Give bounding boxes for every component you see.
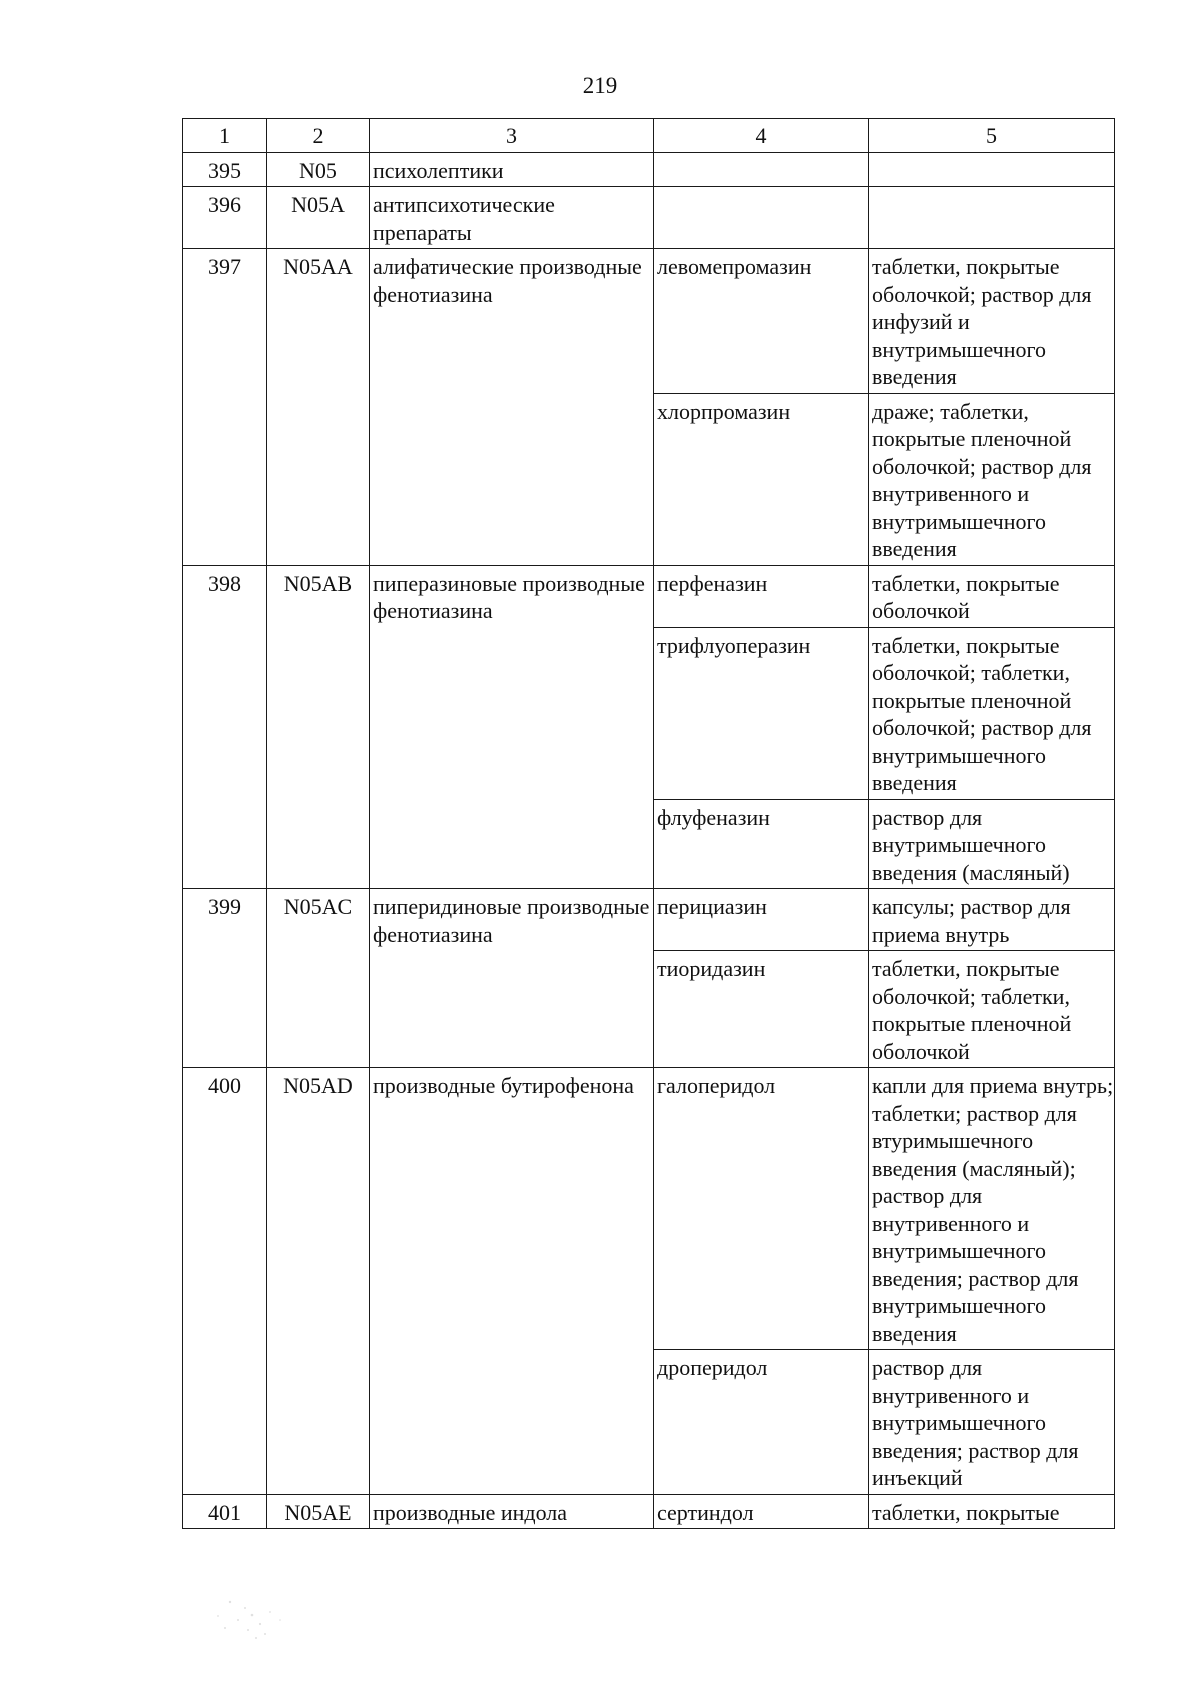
atc-code: N05AB: [267, 565, 370, 889]
page-number: 219: [582, 73, 618, 98]
row-number: 398: [183, 565, 267, 889]
row-number: 401: [183, 1494, 267, 1529]
atc-code: N05A: [267, 187, 370, 249]
header-cell: 3: [370, 119, 654, 153]
dosage-forms: раствор для внутривенного и внутримышечного введения; раствор для инъекций: [869, 1350, 1115, 1495]
dosage-forms: [869, 152, 1115, 187]
dosage-forms: таблетки, покрытые оболочкой; раствор для инфузий и внутримышечного введения: [869, 249, 1115, 394]
dosage-forms: таблетки, покрытые оболочкой: [869, 565, 1115, 627]
atc-group-name: производные индола: [370, 1494, 654, 1529]
header-cell: 1: [183, 119, 267, 153]
drug-name: трифлуоперазин: [654, 627, 869, 799]
drug-name: сертиндол: [654, 1494, 869, 1529]
atc-group-name: психолептики: [370, 152, 654, 187]
drug-name: дроперидол: [654, 1350, 869, 1495]
drug-name: перфеназин: [654, 565, 869, 627]
header-cell: 4: [654, 119, 869, 153]
atc-group-name: производные бутирофенона: [370, 1068, 654, 1495]
atc-group-name: пиперазиновые производные фенотиазина: [370, 565, 654, 889]
dosage-forms: капсулы; раствор для приема внутрь: [869, 889, 1115, 951]
drug-name: левомепромазин: [654, 249, 869, 394]
atc-code: N05: [267, 152, 370, 187]
scan-smudge: [190, 1590, 320, 1650]
table-row: [183, 1068, 1115, 1350]
drug-name: галоперидол: [654, 1068, 869, 1350]
atc-group-name: пиперидиновые производные фенотиазина: [370, 889, 654, 1068]
drug-table: [182, 118, 1115, 1529]
table-body: [183, 119, 1115, 1529]
drug-name: флуфеназин: [654, 799, 869, 889]
table-row: [183, 249, 1115, 394]
header-row: [183, 119, 1115, 153]
drug-name: тиоридазин: [654, 951, 869, 1068]
row-number: 400: [183, 1068, 267, 1495]
atc-group-name: алифатические производные фенотиазина: [370, 249, 654, 566]
row-number: 396: [183, 187, 267, 249]
header-cell: 5: [869, 119, 1115, 153]
row-number: 399: [183, 889, 267, 1068]
drug-name: [654, 187, 869, 249]
drug-name: хлорпромазин: [654, 393, 869, 565]
table-row: [183, 565, 1115, 627]
dosage-forms: драже; таблетки, покрытые пленочной оболочкой; раствор для внутривенного и внутримышечного введения: [869, 393, 1115, 565]
atc-code: N05AA: [267, 249, 370, 566]
table-row: [183, 889, 1115, 951]
row-number: 397: [183, 249, 267, 566]
dosage-forms: таблетки, покрытые: [869, 1494, 1115, 1529]
drug-name: [654, 152, 869, 187]
table-row: [183, 1494, 1115, 1529]
drug-name: перициазин: [654, 889, 869, 951]
header-cell: 2: [267, 119, 370, 153]
dosage-forms: капли для приема внутрь; таблетки; раствор для втуримышечного введения (масляный); раствор для внутривенного и внутримышечного введения; раствор для внутримышечного введения: [869, 1068, 1115, 1350]
atc-code: N05AE: [267, 1494, 370, 1529]
dosage-forms: таблетки, покрытые оболочкой; таблетки, покрытые пленочной оболочкой: [869, 951, 1115, 1068]
dosage-forms: раствор для внутримышечного введения (масляный): [869, 799, 1115, 889]
row-number: 395: [183, 152, 267, 187]
table-row: [183, 152, 1115, 187]
dosage-forms: [869, 187, 1115, 249]
atc-code: N05AC: [267, 889, 370, 1068]
atc-code: N05AD: [267, 1068, 370, 1495]
dosage-forms: таблетки, покрытые оболочкой; таблетки, покрытые пленочной оболочкой; раствор для внутримышечного введения: [869, 627, 1115, 799]
table-row: [183, 187, 1115, 249]
atc-group-name: антипсихотические препараты: [370, 187, 654, 249]
